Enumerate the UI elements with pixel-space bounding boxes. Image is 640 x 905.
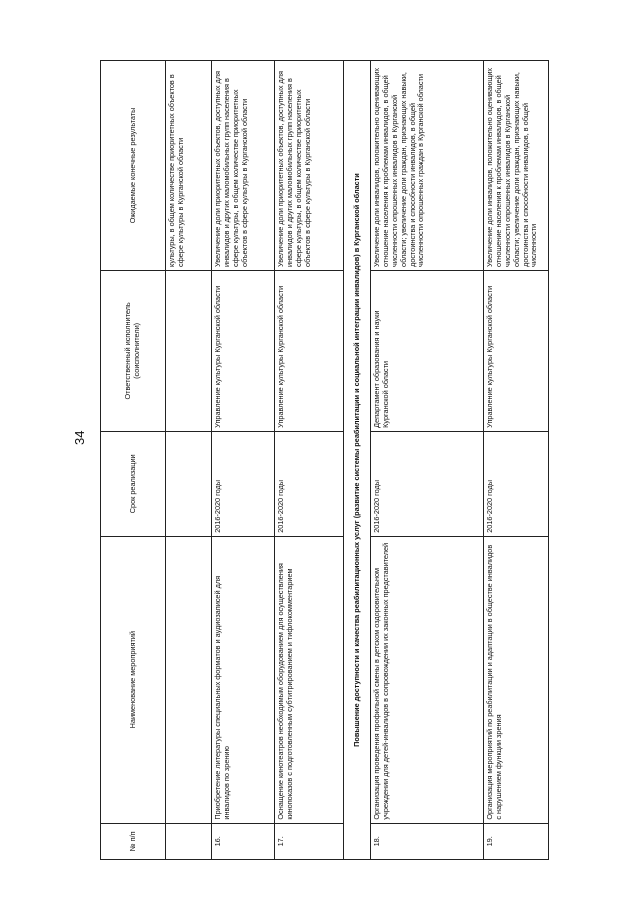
cell-term: 2016-2020 годы — [212, 431, 275, 536]
cell-name: Приобретение литературы специальных форматов и аудиозаписей для инвалидов по зрению — [212, 536, 275, 823]
cell-name: Организация мероприятий по реабилитации и адаптации в обществе инвалидов с нарушением функции зрения — [484, 536, 549, 823]
cell-name: Организация проведения профильной смены в детском оздоровительном учреждении для детей-инвалидов в сопровождении их законных представителей — [371, 536, 484, 823]
cell-name — [166, 536, 212, 823]
cell-results: культуры, в общем количестве приоритетных объектов в сфере культуры в Курганской области — [166, 61, 212, 271]
cell-executor: Управление культуры Курганской области — [212, 270, 275, 431]
measures-table — [100, 60, 549, 860]
table-row — [212, 61, 275, 860]
page-number: 34 — [72, 430, 87, 445]
header-name: Наименование мероприятий — [101, 536, 166, 823]
section-title: Повышение доступности и качества реабилитационных услуг (развитие системы реабилитации и социальной интеграции инвалидов) в Курганской области — [344, 61, 371, 860]
cell-results: Увеличение доли инвалидов, положительно оценивающих отношение населения к проблемам инвалидов, в общей численности опрошенных инвалидов в Курганской области; увеличение доли граждан, признающих навыки, достоинства и способности инвалидов, в общей численности — [484, 61, 549, 271]
table-row — [484, 61, 549, 860]
header-executor: Ответственный исполнитель (соисполнители) — [101, 270, 166, 431]
table-row — [371, 61, 484, 860]
cell-executor: Управление культуры Курганской области — [484, 270, 549, 431]
cell-num — [166, 823, 212, 859]
section-header-row — [344, 61, 371, 860]
cell-num: 16. — [212, 823, 275, 859]
cell-name: Оснащение кинотеатров необходимым оборудованием для осуществления кинопоказов с подготовленным субтитрированием и тифлокомментарием — [275, 536, 344, 823]
table-row-continuation — [166, 61, 212, 860]
cell-term: 2016-2020 годы — [371, 431, 484, 536]
header-num: № п/п — [101, 823, 166, 859]
table-header-row — [101, 61, 166, 860]
cell-executor: Департамент образования и науки Курганской области — [371, 270, 484, 431]
cell-term: 2016-2020 годы — [484, 431, 549, 536]
cell-num: 19. — [484, 823, 549, 859]
cell-term — [166, 431, 212, 536]
cell-num: 18. — [371, 823, 484, 859]
rotated-table-container — [100, 60, 539, 860]
header-results: Ожидаемые конечные результаты — [101, 61, 166, 271]
header-term: Срок реализации — [101, 431, 166, 536]
cell-executor — [166, 270, 212, 431]
table-row — [275, 61, 344, 860]
cell-results: Увеличение доли инвалидов, положительно оценивающих отношение населения к проблемам инвалидов, в общей численности опрошенных инвалидов в Курганской области; увеличение доли граждан, признающих навыки, достоинства и способности инвалидов, в общей численности опрошенных граждан в Курганской области — [371, 61, 484, 271]
cell-num: 17. — [275, 823, 344, 859]
cell-term: 2016-2020 годы — [275, 431, 344, 536]
cell-results: Увеличение доли приоритетных объектов, доступных для инвалидов и других маломобильных групп населения в сфере культуры, в общем количестве приоритетных объектов в сфере культуры в Курганской области — [212, 61, 275, 271]
cell-executor: Управление культуры Курганской области — [275, 270, 344, 431]
cell-results: Увеличение доли приоритетных объектов, доступных для инвалидов и других маломобильных групп населения в сфере культуры, в общем количестве приоритетных объектов в сфере культуры в Курганской области — [275, 61, 344, 271]
